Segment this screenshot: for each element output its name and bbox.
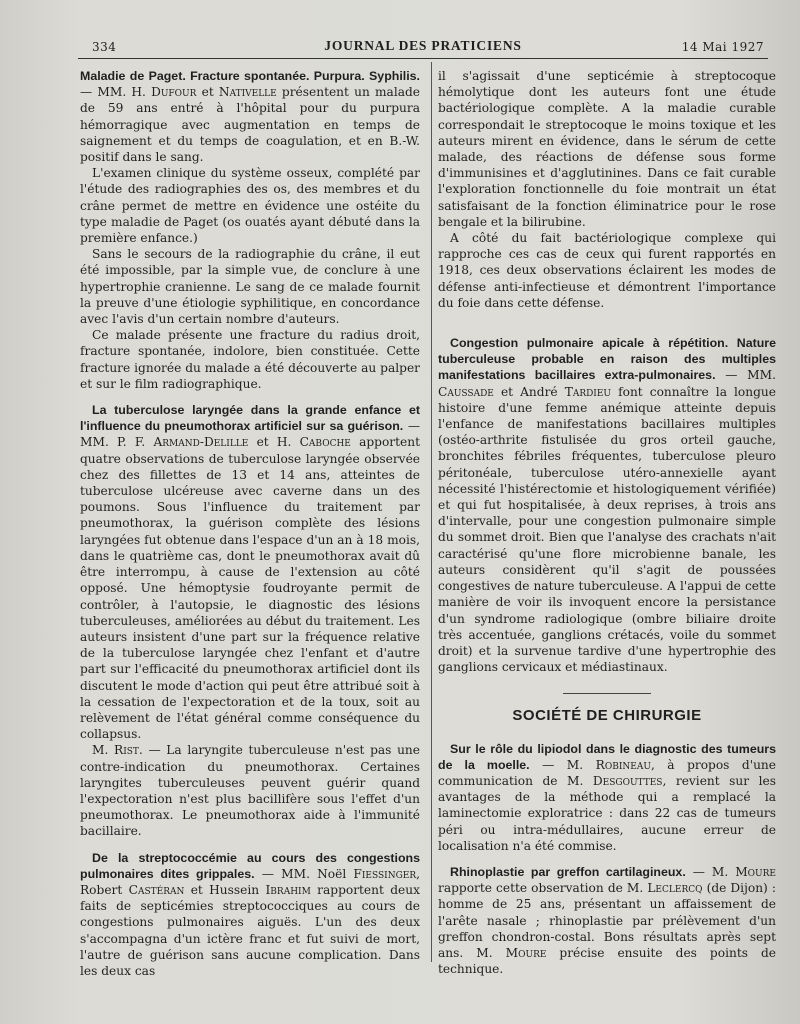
article-lipiodol-para1 [438, 741, 776, 854]
author-sep: , Robert [80, 866, 420, 897]
article-congestion-para1 [438, 335, 776, 675]
article-lipiodol [438, 741, 776, 854]
right-column [438, 68, 776, 987]
author-sep: et André [493, 384, 565, 399]
paragraph: L'examen clinique du système osseux, complété par l'étude des radiographies des os, des membres et du crâne permet de mettre en évidence une ostéite du type maladie de Paget (os ouatés ayant débuté dans la première enfance.) [80, 166, 420, 246]
section-title: SOCIÉTÉ DE CHIRURGIE [512, 707, 702, 725]
article-strepto-para1 [80, 850, 420, 980]
spacer [438, 321, 776, 335]
running-head [78, 36, 768, 58]
authors-intro: — MM. H. [80, 85, 152, 100]
issue-date: 14 Mai 1927 [681, 40, 764, 54]
article-title: La tuberculose laryngée dans la grande enfance et l'influence du pneumothorax artificiel sur sa guérison. [80, 403, 420, 434]
author-name: Ibrahim [265, 882, 311, 897]
author-name: Leclercq [647, 881, 703, 896]
author-name: Fiessinger [353, 866, 417, 881]
article-rhinoplastie-para1 [438, 864, 776, 977]
article-paget [80, 68, 420, 392]
author-name: Caussade [438, 384, 494, 399]
paragraph-text: (de Dijon) : homme de 25 ans, présentant un affaissement de l'arête nasale ; rhinoplastie par prélèvement d'un greffon chondron-costal. Bons résultats après sept ans. M. [438, 881, 776, 960]
author-sep: et Hussein [184, 882, 266, 897]
article-title: Maladie de Paget. Fracture spontanée. Purpura. Syphilis. [80, 69, 420, 83]
article-congestion-apicale [438, 335, 776, 675]
author-name: Desgouttes [592, 773, 663, 788]
authors-intro: — MM. Noël [254, 866, 354, 881]
article-rhinoplastie [438, 864, 776, 977]
author-name: Dufour [151, 85, 197, 100]
paragraph: A côté du fait bactériologique complexe qui rapproche ces cas de ceux qui furent rapportés en 1918, ces deux observations éclairent les modes de défense anti-infectieuse et démontrent l'importance du foie dans cette défense. [438, 231, 776, 310]
article-paget-para1 [80, 68, 420, 165]
section-rule [563, 693, 651, 694]
authors-intro: — M. [685, 864, 736, 879]
paragraph-text: rapportent deux faits de septicémies streptococciques au cours de congestions pulmonaires aiguës. L'un des deux s'accompagna d'un ictère franc et fut suivi de mort, l'autre de guérison sans aucune complication. Dans les deux cas [80, 882, 420, 978]
author-name: Nativelle [218, 85, 277, 100]
journal-title: JOURNAL DES PRATICIENS [324, 38, 522, 53]
paragraph-text: rapporte cette observation de M. [438, 881, 648, 896]
author-name: Tardieu [564, 384, 612, 399]
paragraph-rist [80, 742, 420, 839]
author-name: Armand-Delille [153, 435, 249, 450]
article-strepto-continued [438, 68, 776, 311]
paragraph-text: précise ensuite des points de technique. [438, 945, 776, 977]
paragraph: Ce malade présente une fracture du radius droit, fracture spontanée, indolore, bien constituée. Cette fracture ignorée du malade a été découverte au palper et sur le film radiographique. [80, 328, 420, 391]
author-name: Robineau [595, 757, 651, 772]
article-title: Congestion pulmonaire apicale à répétition. Nature tuberculeuse probable en raison des multiples manifestations bacillaires extra-pulmonaires. [438, 336, 776, 383]
authors-intro: — M. [529, 757, 596, 772]
author-sep: et H. [248, 435, 300, 450]
article-title: Rhinoplastie par greffon cartilagineux. [450, 864, 686, 879]
column-divider [431, 62, 432, 962]
author-name: Moure [505, 945, 547, 960]
authors-intro: — MM. P. F. [80, 419, 421, 450]
paragraph-text: font connaître la longue histoire d'une femme anémique atteinte depuis l'enfance de manifestations bacillaires multiples (ostéo-arthrite fistulisée du gros orteil gauche, bronchites fébriles fréquentes, tuberculose pleuro péritonéale, tuberculose utéro-annexielle ayant nécessité l'histérectomie et histologiquement vérifiée) et qui fut hospitalisée, à deux reprises, à trois ans d'intervalle, pour une congestion pulmonaire simple du sommet droit. Bien que l'analyse des crachats n'ait caractérisé qu'une flore microbienne banale, les auteurs considèrent qu'il s'agit de poussées congestives de nature tuberculeuse. A l'appui de cette manière de voir ils invoquent encore la persistance d'un syndrome radiologique (ombre biliaire droite très accentuée, ganglions crétacés, voile du sommet droit) et la survenue tardive d'une hypertrophie des ganglions cervicaux et médiastinaux. [438, 384, 776, 675]
paragraph: il s'agissait d'une septicémie à streptocoque hémolytique dont les auteurs font une étude bactériologique complète. A la maladie curable correspondait le streptocoque le moins toxique et les auteurs mirent en évidence, dans le sérum de cette malade, des réactions de défense sous forme d'immunisines et d'agglutinines. Dans ce fait curable l'exploration fonctionnelle du foie montrait un état satisfaisant de la fonction éliminatrice pour le rose bengale et la bilirubine. [438, 69, 776, 229]
paragraph-text: , à propos d'une communication de M. [438, 757, 776, 788]
authors-intro: — MM. [715, 368, 776, 383]
paragraph-text: . — La laryngite tuberculeuse n'est pas une contre-indication du pneumothorax. Certaines laryngites tuberculeuses peuvent guérir quand l'expectoration n'est plus bacillifère sous l'effet d'un pneumothorax. Le pneumothorax aide à l'immunité bacillaire. [80, 743, 420, 839]
article-tuberculose-laryngee [80, 402, 420, 839]
paragraph-text: , revient sur les avantages de la méthode qui a remplacé la laminectomie exploratrice : dans 22 cas de tumeurs péri ou intra-médullaires, aucune erreur de localisation n'a été commise. [438, 773, 776, 853]
header-rule [78, 58, 768, 59]
article-title: Sur le rôle du lipiodol dans le diagnostic des tumeurs de la moelle. [438, 741, 776, 772]
paragraph: Sans le secours de la radiographie du crâne, il eut été impossible, par la simple vue, de conclure à une hypertrophie cranienne. Le sang de ce malade fournit la preuve d'une étiologie syphilitique, en concordance avec l'avis d'un certain nombre d'auteurs. [80, 247, 420, 327]
authors-intro: M. [92, 743, 115, 758]
author-name: Rist [114, 743, 139, 758]
article-streptococcemie [80, 850, 420, 980]
article-tuberculose-para1 [80, 402, 420, 742]
paragraph-text: présentent un malade de 59 ans entré à l'hôpital pour du purpura hémorragique avec augmentation en temps de saignement et du temps de coagulation, et en B.-W. positif dans le sang. [80, 85, 420, 165]
author-sep: et [196, 85, 219, 100]
page-number: 334 [92, 40, 117, 54]
left-column [80, 68, 420, 989]
article-title: De la streptococcémie au cours des congestions pulmonaires dites grippales. [80, 850, 420, 881]
author-name: Moure [735, 864, 776, 879]
author-name: Castéran [128, 882, 185, 897]
paragraph-text: apportent quatre observations de tuberculose laryngée observée chez des fillettes de 13 et 14 ans, atteintes de tuberculose ulcéreuse avec caverne dans un des poumons. Sous l'influence du traitement par pneumothorax, la guérison complète des lésions laryngées fut obtenue dans l'espace d'un an à 18 mois, dans le quatrième cas, dont le pneumothorax avait dû être interrompu, à cause de l'extension au côté opposé. Une hémoptysie foudroyante permit de contrôler, à l'autopsie, le diagnostic des lésions tuberculeuses, améliorées au début du traitement. Les auteurs insistent d'une part sur la fréquence relative de la tuberculose laryngée chez l'enfant et d'autre part sur l'efficacité du pneumothorax artificiel dont ils discutent le mode d'action qui peut être attribué soit à la cessation de l'expectoration et de la toux, soit au relèvement de l'état général comme conséquence du collapsus. [80, 435, 420, 742]
author-name: Caboche [299, 435, 351, 450]
